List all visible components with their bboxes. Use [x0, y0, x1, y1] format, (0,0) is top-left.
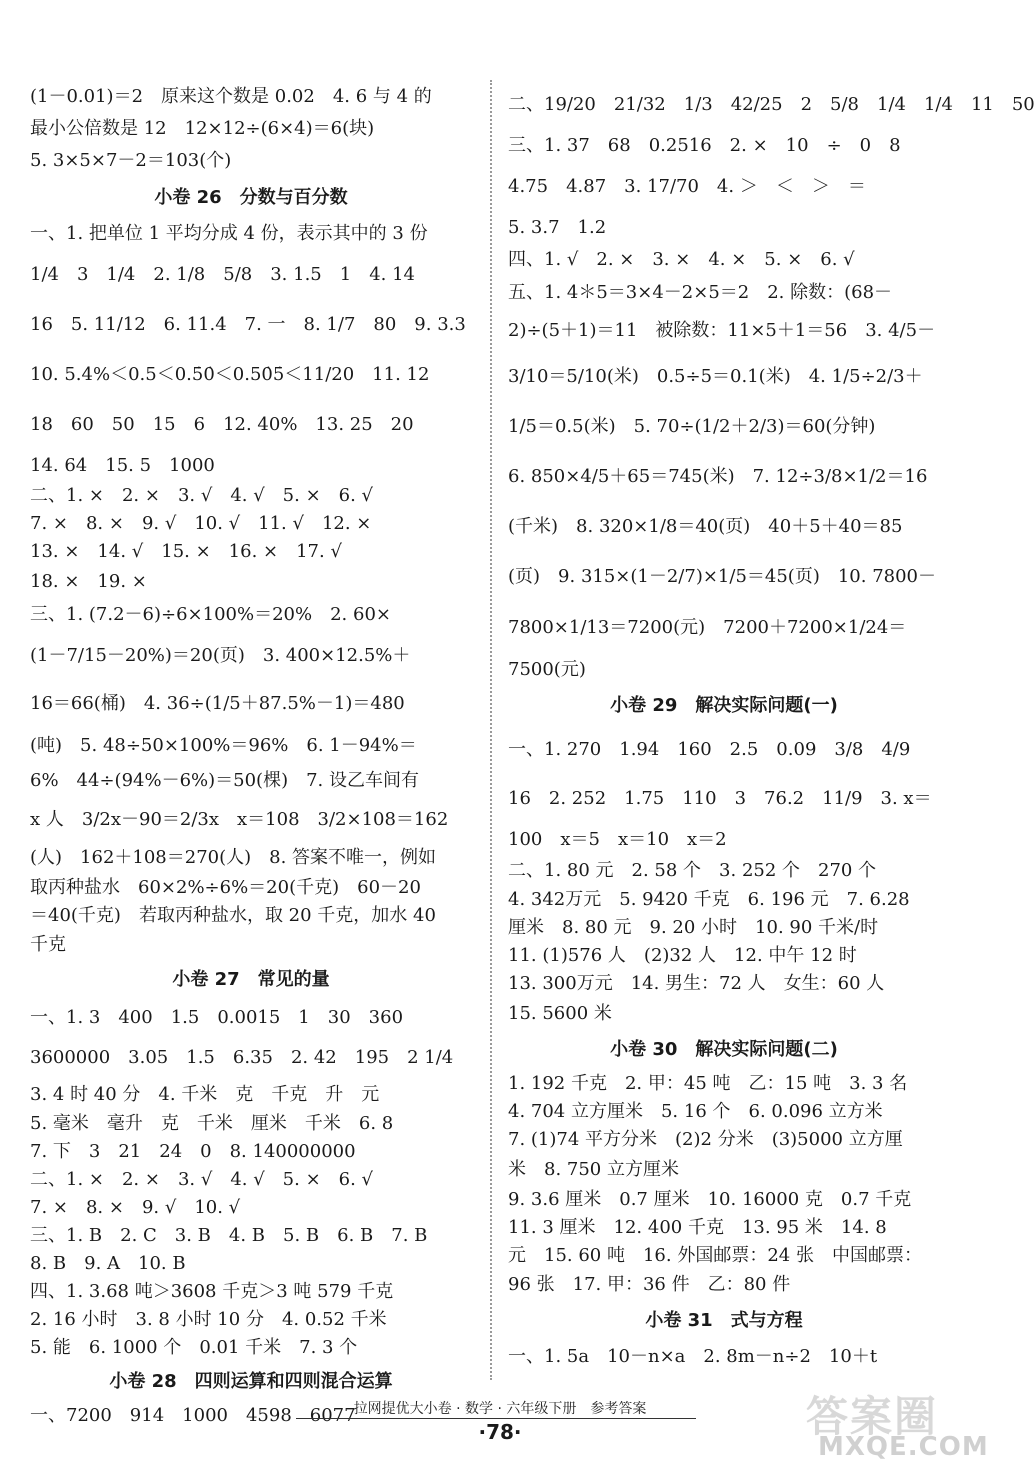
text-line: 3600000 3.05 1.5 6.35 2. 42 195 2 1/4	[30, 1047, 454, 1068]
text-line: 2. 16 小时 3. 8 小时 10 分 4. 0.52 千米	[30, 1309, 387, 1330]
footer-rule	[296, 1418, 696, 1419]
text-line: (1－7/15－20%)＝20(页) 3. 400×12.5%＋	[30, 645, 411, 666]
text-line: 7500(元)	[508, 659, 586, 680]
text-line: 二、1. × 2. × 3. √ 4. √ 5. × 6. √	[30, 485, 374, 506]
text-line: 100 x＝5 x＝10 x＝2	[508, 829, 727, 850]
text-line: 四、1. √ 2. × 3. × 4. × 5. × 6. √	[508, 249, 855, 270]
section-title: 小卷 29 解决实际问题(一)	[610, 695, 838, 716]
text-line: 1. 192 千克 2. 甲：45 吨 乙：15 吨 3. 3 名	[508, 1073, 908, 1094]
text-line: 7. × 8. × 9. √ 10. √	[30, 1197, 241, 1218]
text-line: 米 8. 750 立方厘米	[508, 1159, 679, 1180]
text-line: 13. 300万元 14. 男生：72 人 女生：60 人	[508, 973, 885, 994]
text-line: 5. 毫米 毫升 克 千米 厘米 千米 6. 8	[30, 1113, 394, 1134]
text-line: 二、19/20 21/32 1/3 42/25 2 5/8 1/4 1/4 11 50	[508, 94, 1035, 115]
section-title: 小卷 28 四则运算和四则混合运算	[109, 1371, 393, 1392]
text-line: 6. 850×4/5＋65＝745(米) 7. 12÷3/8×1/2＝16	[508, 466, 928, 487]
text-line: 五、1. 4＊5＝3×4－2×5＝2 2. 除数：(68－	[508, 282, 893, 303]
text-line: 16＝66(桶) 4. 36÷(1/5＋87.5%－1)＝480	[30, 693, 405, 714]
text-line: 10. 5.4%＜0.5＜0.5̇0̇＜0.50̇5̇＜11/20 11. 12	[30, 364, 430, 385]
footer-text: 拉网提优大小卷 · 数学 · 六年级下册 参考答案	[353, 1401, 647, 1417]
text-line: 2)÷(5＋1)＝11 被除数：11×5＋1＝56 3. 4/5－	[508, 320, 936, 341]
text-line: 7. 下 3 21 24 0 8. 140000000	[30, 1141, 356, 1162]
page-number: ·78·	[478, 1420, 522, 1444]
text-line: (1－0.01)＝2 原来这个数是 0.02 4. 6 与 4 的	[30, 86, 432, 107]
text-line: 8. B 9. A 10. B	[30, 1253, 186, 1274]
section-title: 小卷 31 式与方程	[645, 1310, 803, 1331]
text-line: 15. 5600 米	[508, 1003, 612, 1024]
text-line: ＝40(千克) 若取丙种盐水，取 20 千克，加水 40	[30, 905, 436, 926]
text-line: 5. 能 6. 1000 个 0.01 千米 7. 3 个	[30, 1337, 358, 1358]
text-line: 3. 4 时 40 分 4. 千米 克 千克 升 元	[30, 1084, 380, 1105]
right-column	[508, 80, 1035, 1372]
section-title: 小卷 26 分数与百分数	[154, 187, 348, 208]
text-line: 三、1. (7.2－6)÷6×100%＝20% 2. 60×	[30, 604, 391, 625]
text-line: 三、1. 37 68 0.2516 2. × 10 ÷ 0 8	[508, 135, 901, 156]
text-line: (千米) 8. 320×1/8＝40(页) 40＋5＋40＝85	[508, 516, 903, 537]
text-line: 最小公倍数是 12 12×12÷(6×4)＝6(块)	[30, 118, 375, 139]
watermark-url: MXQE.COM	[818, 1432, 989, 1462]
text-line: 一、1. 3 400 1.5 0.0015 1 30 360	[30, 1007, 404, 1028]
watermark-logo	[800, 1384, 990, 1464]
text-line: 11. 3 厘米 12. 400 千克 13. 95 米 14. 8	[508, 1217, 887, 1238]
text-line: 二、1. 80 元 2. 58 个 3. 252 个 270 个	[508, 860, 877, 881]
text-line: (吨) 5. 48÷50×100%＝96% 6. 1－94%＝	[30, 735, 417, 756]
text-line: 厘米 8. 80 元 9. 20 小时 10. 90 千米/时	[508, 917, 879, 938]
text-line: 4. 704 立方厘米 5. 16 个 6. 0.096 立方米	[508, 1101, 883, 1122]
text-line: 7. × 8. × 9. √ 10. √ 11. √ 12. ×	[30, 513, 372, 534]
text-line: (人) 162＋108＝270(人) 8. 答案不唯一，例如	[30, 847, 437, 868]
text-line: 11. (1)576 人 (2)32 人 12. 中午 12 时	[508, 945, 857, 966]
text-line: 一、1. 270 1.94 160 2.5 0.09 3/8 4/9	[508, 739, 911, 760]
text-line: 7. (1)74 平方分米 (2)2 分米 (3)5000 立方厘	[508, 1129, 903, 1150]
text-line: 4.75 4.87 3. 17/70 4. ＞ ＜ ＞ ＝	[508, 176, 866, 197]
text-line: 四、1. 3.68 吨＞3608 千克＞3 吨 579 千克	[30, 1281, 394, 1302]
text-line: 4. 342万元 5. 9420 千克 6. 196 元 7. 6.28	[508, 889, 910, 910]
text-line: 1/5＝0.5(米) 5. 70÷(1/2＋2/3)＝60(分钟)	[508, 416, 876, 437]
text-line: 18 60 50 15 6 12. 40% 13. 25 20	[30, 414, 414, 435]
text-line: 16 2. 252 1.75 110 3 76.2 11/9 3. x＝	[508, 788, 932, 809]
text-line: 13. × 14. √ 15. × 16. × 17. √	[30, 541, 342, 562]
text-line: 一、1. 5a 10－n×a 2. 8m－n÷2 10＋t	[508, 1346, 878, 1367]
text-line: 5. 3×5×7－2＝103(个)	[30, 150, 232, 171]
text-line: 取丙种盐水 60×2%÷6%＝20(千克) 60－20	[30, 877, 421, 898]
watermark-text: 答案圈	[806, 1392, 939, 1441]
text-line: 1/4 3 1/4 2. 1/8 5/8 3. 1.5 1 4. 14	[30, 264, 415, 285]
text-line: 三、1. B 2. C 3. B 4. B 5. B 6. B 7. B	[30, 1225, 428, 1246]
text-line: 18. × 19. ×	[30, 571, 147, 592]
text-line: x 人 3/2x－90＝2/3x x＝108 3/2×108＝162	[30, 809, 449, 830]
text-line: 3/10＝5/10(米) 0.5÷5＝0.1(米) 4. 1/5÷2/3＋	[508, 366, 923, 387]
text-line: 元 15. 60 吨 16. 外国邮票：24 张 中国邮票：	[508, 1245, 922, 1266]
text-line: (页) 9. 315×(1－2/7)×1/5＝45(页) 10. 7800－	[508, 566, 937, 587]
text-line: 16 5. 11/12 6. 11.4 7. 一 8. 1/7 80 9. 3.3	[30, 314, 466, 335]
text-line: 二、1. × 2. × 3. √ 4. √ 5. × 6. √	[30, 1169, 374, 1190]
left-column	[30, 80, 472, 1430]
section-title: 小卷 30 解决实际问题(二)	[610, 1039, 838, 1060]
text-line: 一、1. 把单位 1 平均分成 4 份，表示其中的 3 份	[30, 223, 428, 244]
text-line: 千克	[30, 934, 66, 955]
section-title: 小卷 27 常见的量	[172, 969, 330, 990]
text-line: 7800×1/13＝7200(元) 7200＋7200×1/24＝	[508, 617, 907, 638]
text-line: 6% 44÷(94%－6%)＝50(棵) 7. 设乙车间有	[30, 770, 419, 791]
text-line: 一、7200 914 1000 4598 6077	[30, 1405, 356, 1426]
text-line: 5. 3.7 1.2	[508, 217, 607, 238]
text-line: 9. 3.6 厘米 0.7 厘米 10. 16000 克 0.7 千克	[508, 1189, 912, 1210]
text-line: 96 张 17. 甲：36 件 乙：80 件	[508, 1274, 791, 1295]
column-divider	[490, 80, 492, 1380]
text-line: 14. 64 15. 5 1000	[30, 455, 215, 476]
